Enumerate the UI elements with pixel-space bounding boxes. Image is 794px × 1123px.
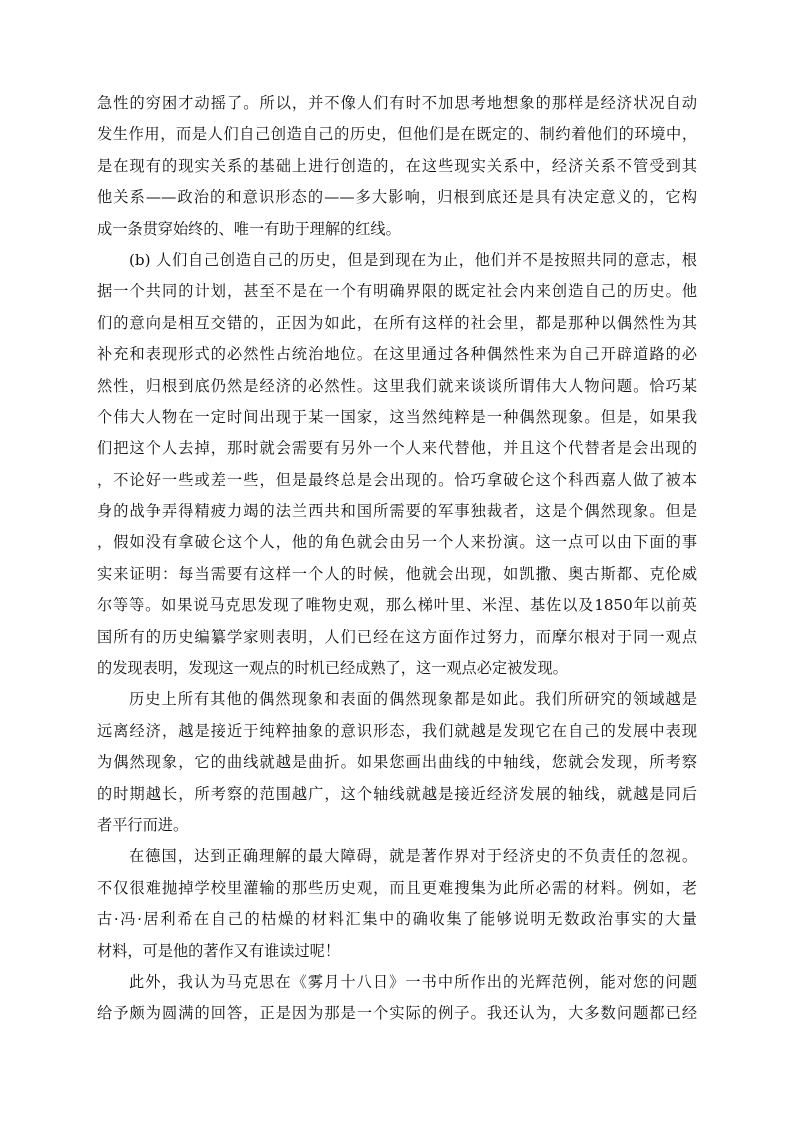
text-line: 然性，归根到底仍然是经济的必然性。这里我们就来谈谈所谓伟大人物问题。恰巧某 (97, 376, 697, 395)
text-line: 发生作用，而是人们自己创造自己的历史，但他们是在既定的、制约着他们的环境中， (97, 125, 697, 144)
text-line: ，不论好一些或差一些，但是最终总是会出现的。恰巧拿破仑这个科西嘉人做了被本 (97, 470, 697, 489)
text-line: 的时期越长，所考察的范围越广，这个轴线就越是接近经济发展的轴线，就越是同后 (97, 784, 697, 803)
text-line: 者平行而进。 (97, 815, 189, 834)
text-line: 个伟大人物在一定时间出现于某一国家，这当然纯粹是一种偶然现象。但是，如果我 (97, 407, 697, 426)
text-line: 尔等等。如果说马克思发现了唯物史观，那么梯叶里、米涅、基佐以及1850年以前英 (97, 596, 697, 615)
text-line: 身的战争弄得精疲力竭的法兰西共和国所需要的军事独裁者，这是个偶然现象。但是 (97, 502, 697, 521)
text-line: 远离经济，越是接近于纯粹抽象的意识形态，我们就越是发现它在自己的发展中表现 (97, 721, 697, 740)
paragraph (97, 245, 697, 684)
text-line: 成一条贯穿始终的、唯一有助于理解的红线。 (97, 219, 401, 238)
text-line: 给予颇为圆满的回答，正是因为那是一个实际的例子。我还认为，大多数问题都已经 (97, 1004, 697, 1023)
text-line: 古·冯·居利希在自己的枯燥的材料汇集中的确收集了能够说明无数政治事实的大量 (97, 910, 697, 929)
text-line: 补充和表现形式的必然性占统治地位。在这里通过各种偶然性来为自己开辟道路的必 (97, 345, 697, 364)
text-line: 据一个共同的计划，甚至不是在一个有明确界限的既定社会内来创造自己的历史。他 (97, 282, 697, 301)
text-line: 国所有的历史编纂学家则表明，人们已经在这方面作过努力，而摩尔根对于同一观点 (97, 627, 697, 646)
document-page (97, 88, 697, 1030)
text-line: 在德国，达到正确理解的最大障碍，就是著作界对于经济史的不负责任的忽视。 (129, 847, 697, 866)
text-line: (b) 人们自己创造自己的历史，但是到现在为止，他们并不是按照共同的意志，根 (129, 250, 697, 269)
text-line: 为偶然现象，它的曲线就越是曲折。如果您画出曲线的中轴线，您就会发现，所考察 (97, 753, 697, 772)
text-line: ，假如没有拿破仑这个人，他的角色就会由另一个人来扮演。这一点可以由下面的事 (97, 533, 697, 552)
paragraph (97, 841, 697, 967)
text-line: 此外，我认为马克思在《雾月十八日》一书中所作出的光辉范例，能对您的问题 (129, 972, 697, 991)
paragraph (97, 967, 697, 1030)
paragraph (97, 88, 697, 245)
paragraph (97, 684, 697, 841)
text-line: 材料，可是他的著作又有谁读过呢！ (97, 941, 340, 960)
text-line: 实来证明：每当需要有这样一个人的时候，他就会出现，如凯撒、奥古斯都、克伦威 (97, 564, 697, 583)
text-line: 不仅很难抛掉学校里灌输的那些历史观，而且更难搜集为此所必需的材料。例如，老 (97, 878, 697, 897)
text-line: 他关系——政治的和意识形态的——多大影响，归根到底还是具有决定意义的，它构 (97, 188, 697, 207)
text-line: 急性的穷困才动摇了。所以，并不像人们有时不加思考地想象的那样是经济状况自动 (97, 94, 697, 112)
text-line: 们把这个人去掉，那时就会需要有另外一个人来代替他，并且这个代替者是会出现的 (97, 439, 697, 458)
text-line: 是在现有的现实关系的基础上进行创造的，在这些现实关系中，经济关系不管受到其 (97, 156, 697, 175)
text-line: 历史上所有其他的偶然现象和表面的偶然现象都是如此。我们所研究的领域越是 (129, 690, 697, 709)
text-line: 的发现表明，发现这一观点的时机已经成熟了，这一观点必定被发现。 (97, 659, 568, 678)
text-line: 们的意向是相互交错的，正因为如此，在所有这样的社会里，都是那种以偶然性为其 (97, 313, 697, 332)
